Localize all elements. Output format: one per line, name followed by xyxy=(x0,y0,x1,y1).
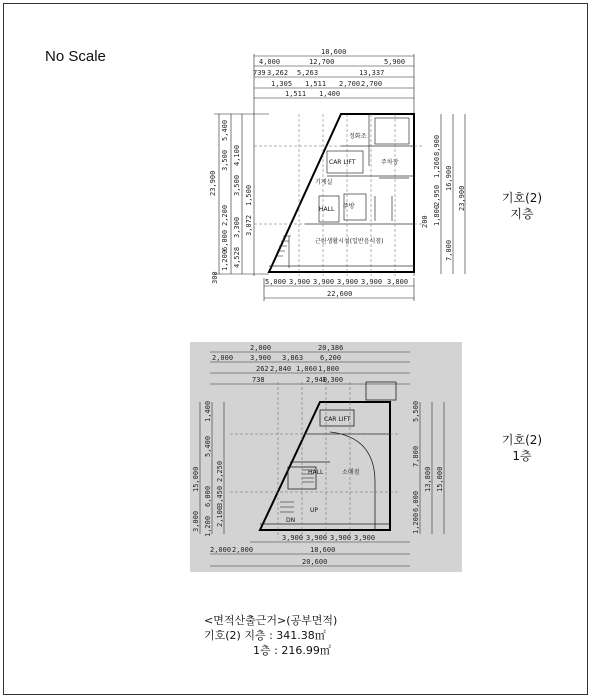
dim-label: 1,500 xyxy=(245,184,253,206)
dim-label: 1,511 xyxy=(305,80,327,88)
dim-label: 5,400 xyxy=(204,435,212,457)
dim-label: 2,940 xyxy=(306,376,328,384)
dim-label: 2,100 xyxy=(216,505,224,527)
dim-label: 1,400 xyxy=(204,400,212,422)
dim-label: 3,863 xyxy=(282,354,304,362)
dim-label: 1,400 xyxy=(319,90,341,98)
dim-label: 2,250 xyxy=(216,460,224,482)
dim-label: 1,511 xyxy=(285,90,307,98)
dim-label: 1,800 xyxy=(318,365,340,373)
dim-label: 2,000 xyxy=(210,546,232,554)
plan-code: 기호(2) xyxy=(501,191,543,205)
dim-label: 18,600 xyxy=(310,546,336,554)
dim-label: 2,950 xyxy=(433,184,441,206)
room-label: 기계실 xyxy=(315,179,333,186)
basement-floor-plan xyxy=(209,46,479,304)
dim-label: 7,800 xyxy=(412,445,420,467)
dim-label: 12,700 xyxy=(309,58,335,66)
plan-code: 기호(2) xyxy=(501,433,543,447)
dim-label: 3,072 xyxy=(245,214,253,236)
dim-label: 4,100 xyxy=(233,144,241,166)
dim-label: 22,600 xyxy=(327,290,353,298)
dim-label: 2,000 xyxy=(250,344,272,352)
dim-label: 2,700 xyxy=(361,80,383,88)
dim-label: 15,000 xyxy=(436,466,444,492)
dim-label: 738 xyxy=(252,376,265,384)
dim-label: 7,000 xyxy=(445,239,453,261)
room-label: CAR LIFT xyxy=(329,159,356,166)
dim-label: 3,900 xyxy=(337,278,359,286)
dim-label: 6,000 xyxy=(204,485,212,507)
dim-label: 1,260 xyxy=(433,156,441,178)
dim-label: 4,000 xyxy=(259,58,281,66)
dim-label: 3,262 xyxy=(267,69,289,77)
area-heading: <면적산출근거>(공부면적) xyxy=(204,614,338,627)
dim-label: 3,900 xyxy=(330,534,352,542)
dim-label: 20,386 xyxy=(318,344,344,352)
ground-floor-plan xyxy=(190,342,462,572)
dim-label: 23,900 xyxy=(209,170,217,196)
dim-label: 6,000 xyxy=(412,490,420,512)
room-label: 주방 xyxy=(343,203,355,210)
dim-label: 3,900 xyxy=(313,278,335,286)
dim-label: 300 xyxy=(211,271,219,284)
dim-label: 3,500 xyxy=(233,174,241,196)
basement-area: 기호(2) 지층 : 341.38㎡ xyxy=(204,629,326,642)
dim-label: 5,000 xyxy=(265,278,287,286)
dim-label: 739 xyxy=(253,69,266,77)
dim-label: 5,500 xyxy=(412,400,420,422)
dim-label: 3,900 xyxy=(361,278,383,286)
dim-label: 3,800 xyxy=(387,278,409,286)
dim-label: 1,300 xyxy=(322,376,344,384)
basement-plan-tag xyxy=(492,190,552,222)
dim-label: 3,900 xyxy=(289,278,311,286)
dim-label: 13,337 xyxy=(359,69,385,77)
dim-label: 13,800 xyxy=(424,466,432,492)
dim-label: 1,305 xyxy=(271,80,293,88)
dim-label: 5,263 xyxy=(297,69,319,77)
room-label: 정화조 xyxy=(349,133,367,140)
room-label: 근린생활시설(일반음식점) xyxy=(315,238,384,245)
room-label: HALL xyxy=(319,206,335,213)
ground-plan-drawing xyxy=(190,342,462,572)
dim-label: 5,400 xyxy=(221,119,229,141)
dim-label: 3,450 xyxy=(216,485,224,507)
dim-label: 2,000 xyxy=(232,546,254,554)
dim-label: 1,200 xyxy=(204,515,212,537)
dim-label: 3,900 xyxy=(354,534,376,542)
drawing-sheet xyxy=(3,3,588,695)
dim-label: 1,200 xyxy=(221,249,229,271)
dim-label: 16,900 xyxy=(445,165,453,191)
dim-label: 23,900 xyxy=(458,185,466,211)
room-label: CAR LIFT xyxy=(324,416,351,423)
floor-name: 지층 xyxy=(510,207,534,221)
room-label: DN xyxy=(286,517,296,524)
dim-label: 1,200 xyxy=(412,512,420,534)
dim-label: 6,200 xyxy=(320,354,342,362)
dim-label: 4,528 xyxy=(233,246,241,268)
dim-label: 8,900 xyxy=(433,134,441,156)
dim-label: 2,700 xyxy=(339,80,361,88)
dim-label: 3,900 xyxy=(250,354,272,362)
dim-label: 20,600 xyxy=(302,558,328,566)
dim-label: 3,300 xyxy=(233,216,241,238)
dim-label: 200 xyxy=(421,215,429,228)
dim-label: 1,800 xyxy=(433,204,441,226)
ground-plan-tag xyxy=(492,432,552,464)
dim-label: 2,200 xyxy=(221,204,229,226)
room-label: UP xyxy=(310,507,319,514)
dim-label: 3,000 xyxy=(192,510,200,532)
area-calculation xyxy=(204,613,337,658)
dim-label: 18,600 xyxy=(321,48,347,56)
dim-label: 262 xyxy=(256,365,269,373)
room-label: HALL xyxy=(308,469,324,476)
room-label: 소매점 xyxy=(342,469,360,476)
scale-note: No Scale xyxy=(45,48,106,65)
basement-plan-drawing xyxy=(209,46,479,304)
dim-label: 1,060 xyxy=(296,365,318,373)
dim-label: 3,500 xyxy=(221,149,229,171)
dim-label: 6,000 xyxy=(221,229,229,251)
room-label: 주차장 xyxy=(381,159,399,166)
dim-label: 5,900 xyxy=(384,58,406,66)
dim-label: 3,900 xyxy=(282,534,304,542)
ground-area: 1층 : 216.99㎡ xyxy=(253,644,331,657)
dim-label: 2,000 xyxy=(212,354,234,362)
dim-label: 15,000 xyxy=(192,466,200,492)
dim-label: 2,840 xyxy=(270,365,292,373)
floor-name: 1층 xyxy=(512,449,532,463)
dim-label: 3,900 xyxy=(306,534,328,542)
